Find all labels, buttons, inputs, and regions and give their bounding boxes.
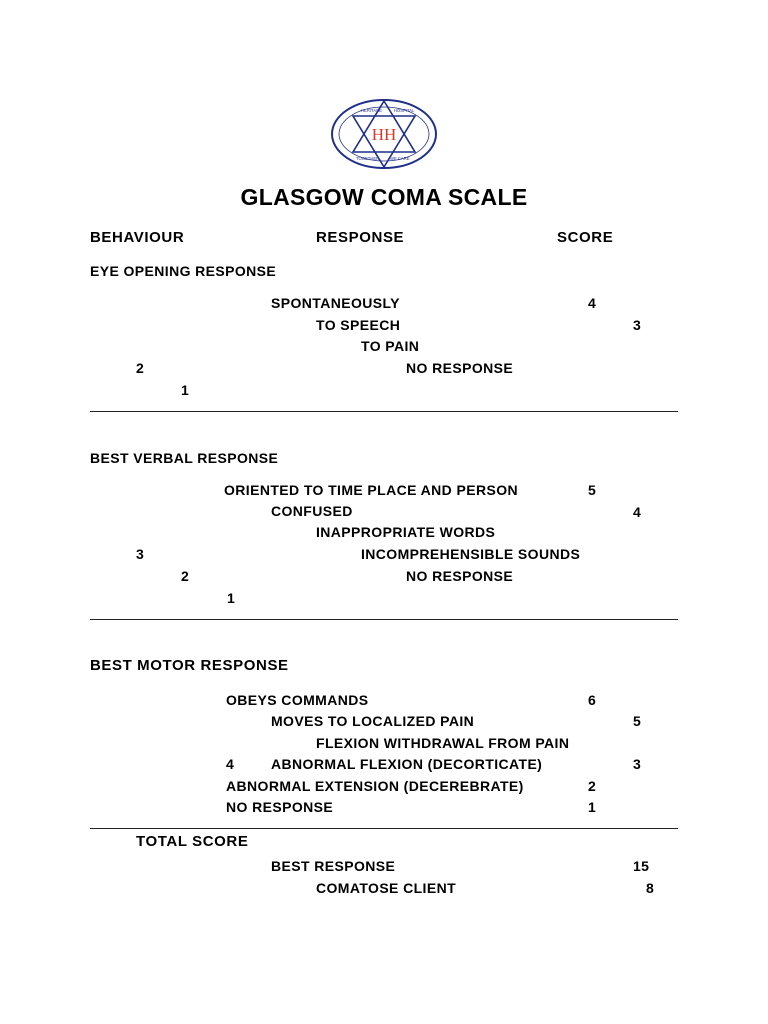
list-item-response: FLEXION WITHDRAWAL FROM PAIN [316,735,570,751]
section-divider [90,619,678,620]
list-item-score: 1 [588,799,597,815]
header-score: SCORE [557,229,614,246]
logo-ring-text-bottom-left: TOGETHER [356,156,380,161]
list-item-score: 3 [136,546,145,562]
list-item-score: 5 [633,713,642,729]
list-item-response: BEST RESPONSE [271,858,396,874]
section-divider [90,828,678,829]
list-item-response: ORIENTED TO TIME PLACE AND PERSON [224,482,518,498]
list-item-score: 3 [633,756,642,772]
list-item-score: 2 [181,568,190,584]
list-item-response: TO PAIN [361,338,420,354]
list-item-score: 8 [646,880,655,896]
list-item-score: 3 [633,317,642,333]
hospital-logo-icon [330,98,438,170]
logo-ring-text-top-right: HOSPITAL [394,108,415,113]
list-item-score: 4 [588,295,597,311]
list-item-response: MOVES TO LOCALIZED PAIN [271,713,475,729]
list-item-response: NO RESPONSE [226,799,334,815]
list-item-score: 4 [633,504,642,520]
section-title-verbal: BEST VERBAL RESPONSE [90,450,279,466]
list-item-score: 4 [226,756,235,772]
list-item-score: 1 [227,590,236,606]
list-item-score: 2 [136,360,145,376]
list-item-score: 6 [588,692,597,708]
list-item-response: ABNORMAL EXTENSION (DECEREBRATE) [226,778,524,794]
logo-ring-text-bottom-right: WE CARE [390,156,410,161]
logo-ring-text-top-left: HERITAGE [361,108,383,113]
header-response: RESPONSE [316,229,405,246]
header-behaviour: BEHAVIOUR [90,229,185,246]
list-item-score: 5 [588,482,597,498]
list-item-response: TO SPEECH [316,317,401,333]
page-title: GLASGOW COMA SCALE [240,184,528,210]
section-title-total: TOTAL SCORE [136,833,249,850]
section-title-eye: EYE OPENING RESPONSE [90,263,277,279]
list-item-score: 15 [633,858,650,874]
list-item-response: OBEYS COMMANDS [226,692,369,708]
list-item-response: COMATOSE CLIENT [316,880,457,896]
list-item-response: SPONTANEOUSLY [271,295,400,311]
list-item-response: ABNORMAL FLEXION (DECORTICATE) [271,756,543,772]
logo-monogram: HH [371,125,397,144]
list-item-response: INAPPROPRIATE WORDS [316,524,496,540]
section-divider [90,411,678,412]
list-item-score: 2 [588,778,597,794]
list-item-score: 1 [181,382,190,398]
list-item-response: INCOMPREHENSIBLE SOUNDS [361,546,581,562]
list-item-response: NO RESPONSE [406,360,514,376]
list-item-response: CONFUSED [271,503,353,519]
section-title-motor: BEST MOTOR RESPONSE [90,657,289,674]
list-item-response: NO RESPONSE [406,568,514,584]
